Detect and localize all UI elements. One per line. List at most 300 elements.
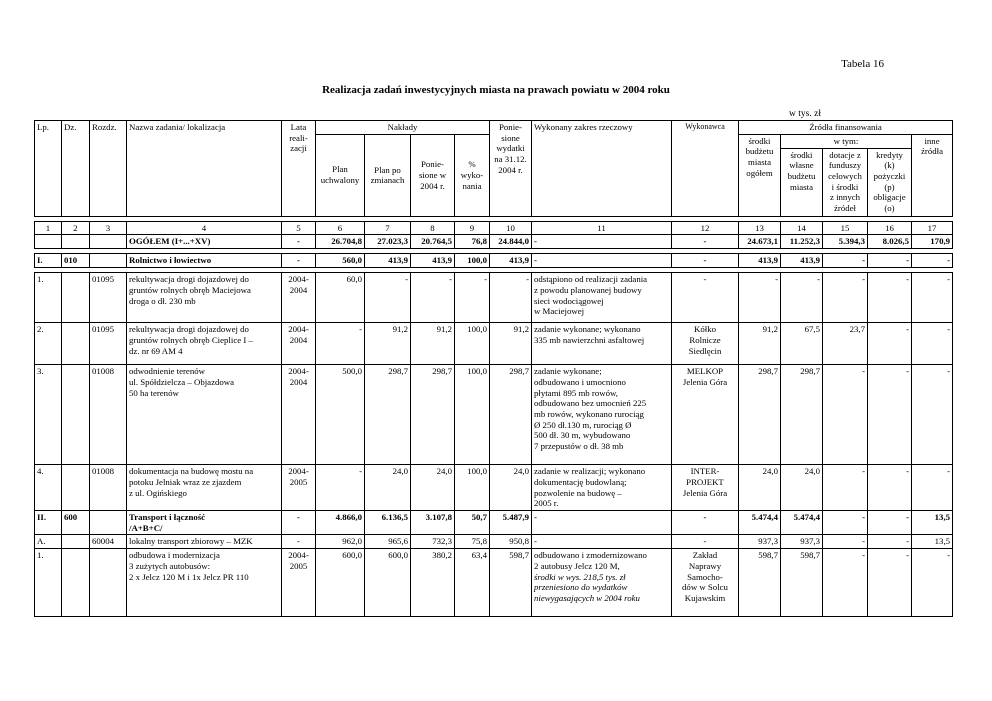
cell-dz: [62, 235, 90, 249]
cell-pct: [455, 365, 490, 465]
cell-plan_u: [316, 535, 365, 549]
cell-s17: [912, 323, 953, 365]
cell-dz: [62, 511, 90, 535]
cell-text: 2004- 2005: [288, 466, 309, 487]
cell-text: 3.107,8: [425, 512, 452, 523]
cell-text: lokalny transport zbiorowy – MZK: [129, 536, 253, 547]
cell-text: -: [947, 255, 951, 266]
cell-wyd: [490, 511, 532, 535]
cell-wyd: [490, 465, 532, 511]
header-plan-po-zmianach: Plan po zmianach: [365, 134, 411, 216]
cell-text: 91,2: [762, 324, 778, 335]
cell-text: 20.764,5: [421, 236, 452, 247]
cell-text: 413,9: [388, 255, 408, 266]
cell-text: -: [947, 274, 951, 285]
cell-text: 01095: [92, 324, 114, 335]
cell-pon: [411, 549, 455, 617]
cell-s13: [739, 465, 781, 511]
cell-text: -: [947, 466, 951, 477]
cell-zakres: [532, 535, 672, 549]
cell-pct: [455, 549, 490, 617]
cell-text: 500,0: [342, 366, 362, 377]
cell-text: zadanie wykonane; wykonano 335 mb nawierzchni asfaltowej: [534, 324, 645, 345]
cell-s13: [739, 511, 781, 535]
cell-pon: [411, 235, 455, 249]
column-number: 17: [912, 221, 953, 235]
cell-text: 298,7: [509, 366, 529, 377]
cell-s17: [912, 273, 953, 323]
cell-text: 4.: [37, 466, 44, 477]
cell-lp: [35, 549, 62, 617]
cell-text: -: [947, 324, 951, 335]
header-nazwa: Nazwa zadania/ lokalizacja: [127, 121, 282, 217]
cell-text: 100,0: [467, 366, 487, 377]
cell-text: 170,9: [930, 236, 951, 247]
column-number: 8: [411, 221, 455, 235]
cell-s16: [868, 323, 912, 365]
cell-rozdz: [90, 235, 127, 249]
cell-lp: [35, 323, 62, 365]
cell-wyd: [490, 254, 532, 268]
cell-s13: [739, 549, 781, 617]
column-number: 10: [490, 221, 532, 235]
cell-text: rekultywacja drogi dojazdowej do gruntów rolnych obręb Maciejowa droga o dł. 230 mb: [129, 274, 251, 306]
cell-plan_u: [316, 254, 365, 268]
cell-text: -: [775, 274, 778, 285]
table-row: [35, 535, 953, 549]
header-srodki-wlasne: środki własne budżetu miasta: [781, 148, 823, 216]
cell-text: 50,7: [471, 512, 487, 523]
cell-wyk: [672, 235, 739, 249]
table-row: [35, 273, 953, 323]
cell-s17: [912, 254, 953, 268]
cell-rozdz: [90, 365, 127, 465]
header-poniesione-2004: Ponie- sione w 2004 r.: [411, 134, 455, 216]
cell-lata: [282, 549, 316, 617]
cell-text: 24.673,1: [747, 236, 778, 247]
cell-text: 24,0: [762, 466, 778, 477]
cell-text: 01008: [92, 466, 114, 477]
cell-pon: [411, 273, 455, 323]
cell-nazwa: [127, 465, 282, 511]
cell-wyd: [490, 535, 532, 549]
table-row: [35, 365, 953, 465]
cell-s14: [781, 254, 823, 268]
cell-text: -: [359, 324, 362, 335]
cell-text: -: [906, 274, 909, 285]
cell-text: 91,2: [392, 324, 408, 335]
header-lata: Lata reali- zacji: [282, 121, 316, 217]
cell-s16: [868, 365, 912, 465]
cell-text: 2004- 2004: [288, 324, 309, 345]
header-plan-uchwalony: Plan uchwalony: [316, 134, 365, 216]
cell-text: 3.: [37, 366, 44, 377]
column-number: 12: [672, 221, 739, 235]
header-w-tym: w tym:: [781, 134, 912, 148]
header-inne: inne źródła: [912, 134, 953, 216]
header-wykonawca: Wykonawca: [672, 121, 739, 217]
cell-nazwa: [127, 323, 282, 365]
cell-text: 63,4: [471, 550, 487, 561]
cell-text: 24.844,0: [498, 236, 529, 247]
header-rozdz: Rozdz.: [90, 121, 127, 217]
cell-text: -: [405, 274, 408, 285]
cell-text: -: [297, 512, 300, 523]
cell-zakres: [532, 323, 672, 365]
column-number: 5: [282, 221, 316, 235]
cell-text: 598,7: [509, 550, 529, 561]
header-zrodla: Źródła finansowania: [739, 121, 953, 135]
cell-pon: [411, 511, 455, 535]
column-number: 7: [365, 221, 411, 235]
cell-plan_z: [365, 465, 411, 511]
cell-text: -: [817, 274, 820, 285]
cell-text: 2.: [37, 324, 44, 335]
column-number: 3: [90, 221, 127, 235]
cell-lp: [35, 365, 62, 465]
column-number: 14: [781, 221, 823, 235]
column-number: 16: [868, 221, 912, 235]
cell-lata: [282, 235, 316, 249]
cell-text: -: [526, 274, 529, 285]
cell-s13: [739, 365, 781, 465]
cell-text: odbudowa i modernizacja 3 zużytych autobusów: 2 x Jelcz 120 M i 1x Jelcz PR 110: [129, 550, 249, 582]
cell-text: 598,7: [800, 550, 820, 561]
table-row: [35, 254, 953, 268]
cell-text: 75,8: [471, 536, 487, 547]
cell-pct: [455, 323, 490, 365]
cell-text: 91,2: [513, 324, 529, 335]
cell-text: 100,0: [467, 255, 487, 266]
cell-text: 413,9: [800, 255, 820, 266]
cell-s15: [823, 549, 868, 617]
cell-text: 413,9: [758, 255, 778, 266]
cell-text: 24,0: [804, 466, 820, 477]
cell-text: I.: [37, 255, 43, 266]
cell-zakres: [532, 273, 672, 323]
unit-label: w tys. zł: [789, 109, 821, 119]
cell-rozdz: [90, 273, 127, 323]
cell-text: 1.: [37, 550, 44, 561]
column-number: 4: [127, 221, 282, 235]
cell-plan_z: [365, 323, 411, 365]
cell-lata: [282, 511, 316, 535]
cell-text: 413,9: [432, 255, 452, 266]
cell-rozdz: [90, 465, 127, 511]
table-row: [35, 235, 953, 249]
cell-text: odstąpiono od realizacji zadania z powodu planowanej budowy sieci wodociągowej w Maciejowej: [534, 274, 648, 317]
cell-lp: [35, 511, 62, 535]
cell-lp: [35, 235, 62, 249]
header-naklady: Nakłady: [316, 121, 490, 135]
cell-pon: [411, 254, 455, 268]
cell-s13: [739, 273, 781, 323]
cell-text: OGÓŁEM (I+...+XV): [129, 236, 211, 247]
cell-text: 26.704,8: [331, 236, 362, 247]
cell-dz: [62, 323, 90, 365]
header-pct-wykonania: % wyko- nania: [455, 134, 490, 216]
cell-rozdz: [90, 323, 127, 365]
cell-text: 11.252,3: [789, 236, 820, 247]
cell-s13: [739, 235, 781, 249]
investment-table: [34, 120, 953, 617]
cell-s14: [781, 535, 823, 549]
cell-text: -: [906, 536, 909, 547]
cell-text: -: [703, 512, 707, 523]
cell-text: -: [534, 512, 537, 523]
cell-text: INTER- PROJEKT Jelenia Góra: [682, 466, 728, 498]
cell-rozdz: [90, 511, 127, 535]
cell-text: 937,3: [758, 536, 778, 547]
cell-text: 100,0: [467, 466, 487, 477]
cell-text: 732,3: [432, 536, 452, 547]
cell-wyk: [672, 465, 739, 511]
cell-s15: [823, 465, 868, 511]
cell-text: -: [534, 236, 537, 247]
cell-text: 5.474,4: [751, 512, 778, 523]
cell-text: dokumentacja na budowę mostu na potoku Jelniak wraz ze zjazdem z ul. Ogińskiego: [129, 466, 254, 498]
cell-nazwa: [127, 535, 282, 549]
cell-text: 600,0: [342, 550, 362, 561]
cell-text: 01095: [92, 274, 114, 285]
cell-lp: [35, 535, 62, 549]
cell-text: 2004- 2004: [288, 366, 309, 387]
cell-zakres: [532, 254, 672, 268]
cell-text: 60,0: [346, 274, 362, 285]
cell-lp: [35, 254, 62, 268]
cell-wyk: [672, 273, 739, 323]
column-number: 6: [316, 221, 365, 235]
cell-s14: [781, 511, 823, 535]
header-lp: Lp.: [35, 121, 62, 217]
cell-text: -: [703, 536, 707, 547]
cell-plan_u: [316, 511, 365, 535]
cell-pct: [455, 235, 490, 249]
column-number: 13: [739, 221, 781, 235]
cell-text: 76,8: [471, 236, 487, 247]
cell-text: 13,5: [934, 536, 951, 547]
cell-text: 24,0: [392, 466, 408, 477]
cell-text: -: [862, 512, 865, 523]
cell-s15: [823, 511, 868, 535]
cell-text: 67,5: [804, 324, 820, 335]
cell-plan_u: [316, 465, 365, 511]
cell-text: 4.866,0: [335, 512, 362, 523]
cell-plan_u: [316, 549, 365, 617]
cell-zakres: [532, 235, 672, 249]
cell-text: -: [449, 274, 452, 285]
cell-pct: [455, 465, 490, 511]
cell-text: odbudowano i zmodernizowano 2 autobusy Jelcz 120 M,: [534, 550, 647, 571]
column-number: 2: [62, 221, 90, 235]
header-poniesione-wydatki: Ponie- sione wydatki na 31.12. 2004 r.: [490, 121, 532, 217]
cell-wyd: [490, 365, 532, 465]
cell-text: 01008: [92, 366, 114, 377]
cell-nazwa: [127, 273, 282, 323]
cell-lata: [282, 273, 316, 323]
cell-text: 100,0: [467, 324, 487, 335]
cell-plan_z: [365, 535, 411, 549]
cell-lata: [282, 323, 316, 365]
cell-nazwa: [127, 511, 282, 535]
cell-rozdz: [90, 535, 127, 549]
cell-s16: [868, 535, 912, 549]
cell-dz: [62, 365, 90, 465]
cell-wyk: [672, 549, 739, 617]
cell-lp: [35, 273, 62, 323]
cell-text: -: [906, 550, 909, 561]
cell-s15: [823, 254, 868, 268]
cell-plan_z: [365, 365, 411, 465]
table-row: [35, 465, 953, 511]
cell-s16: [868, 511, 912, 535]
cell-text: zadanie w realizacji; wykonano dokumentację budowlaną; pozwolenie na budowę – 2005 r.: [534, 466, 646, 509]
cell-text: II.: [37, 512, 47, 523]
cell-rozdz: [90, 549, 127, 617]
cell-text: -: [484, 274, 487, 285]
cell-text: -: [947, 550, 951, 561]
cell-plan_z: [365, 511, 411, 535]
cell-wyk: [672, 365, 739, 465]
cell-plan_u: [316, 273, 365, 323]
header-kredyty: kredyty (k) pożyczki (p) obligacje (o): [868, 148, 912, 216]
cell-text: 24,0: [436, 466, 452, 477]
cell-pon: [411, 323, 455, 365]
cell-s16: [868, 549, 912, 617]
cell-pon: [411, 465, 455, 511]
cell-lata: [282, 254, 316, 268]
cell-text: -: [703, 255, 707, 266]
cell-s13: [739, 535, 781, 549]
cell-pct: [455, 273, 490, 323]
cell-wyd: [490, 273, 532, 323]
cell-s15: [823, 323, 868, 365]
cell-text: 1.: [37, 274, 44, 285]
cell-text: -: [906, 324, 909, 335]
cell-text: 560,0: [342, 255, 362, 266]
cell-pct: [455, 254, 490, 268]
cell-text: -: [862, 536, 865, 547]
cell-dz: [62, 273, 90, 323]
cell-lp: [35, 465, 62, 511]
cell-s15: [823, 535, 868, 549]
cell-text: -: [297, 255, 300, 266]
cell-text: 13,5: [934, 512, 951, 523]
cell-text: A.: [37, 536, 46, 547]
cell-s13: [739, 323, 781, 365]
cell-zakres: [532, 365, 672, 465]
cell-text: 24,0: [513, 466, 529, 477]
cell-text: 600: [64, 512, 78, 523]
cell-wyd: [490, 549, 532, 617]
cell-s15: [823, 365, 868, 465]
cell-text: -: [534, 255, 537, 266]
cell-zakres: [532, 465, 672, 511]
cell-pct: [455, 535, 490, 549]
cell-dz: [62, 254, 90, 268]
cell-zakres: [532, 511, 672, 535]
cell-text: 298,7: [800, 366, 820, 377]
cell-text: Kółko Rolnicze Siedlęcin: [688, 324, 722, 356]
cell-text: 27.023,3: [377, 236, 408, 247]
cell-text: 5.474,4: [793, 512, 820, 523]
cell-text: -: [534, 536, 537, 547]
column-number: 1: [35, 221, 62, 235]
cell-wyd: [490, 323, 532, 365]
cell-s13: [739, 254, 781, 268]
cell-s17: [912, 235, 953, 249]
cell-plan_u: [316, 323, 365, 365]
cell-s17: [912, 465, 953, 511]
cell-text: odwodnienie terenów ul. Spółdzielcza – Objazdowa 50 ha terenów: [129, 366, 235, 398]
cell-text: 5.394,3: [838, 236, 865, 247]
cell-text: zadanie wykonane; odbudowano i umocniono płytami 895 mb rowów, odbudowano bez umocnień 225 mb rowów, wykonano rurociąg Ø 250 dł.130 m, rurociąg Ø 500 dł. 30 m, wybudowano 7 przepustów o dł. 38 mb: [534, 366, 647, 452]
cell-text: Transport i łączność /A+B+C/: [129, 512, 206, 533]
cell-nazwa: [127, 365, 282, 465]
cell-plan_u: [316, 365, 365, 465]
cell-text: 298,7: [388, 366, 408, 377]
cell-wyk: [672, 254, 739, 268]
cell-text: rekultywacja drogi dojazdowej do gruntów rolnych obręb Cieplice I – dz. nr 69 AM 4: [129, 324, 253, 356]
cell-nazwa: [127, 235, 282, 249]
cell-plan_z: [365, 273, 411, 323]
cell-text: 5.487,9: [502, 512, 529, 523]
cell-plan_z: [365, 549, 411, 617]
cell-text: MELKOP Jelenia Góra: [682, 366, 728, 387]
cell-text: 6.136,5: [381, 512, 408, 523]
cell-s14: [781, 365, 823, 465]
cell-zakres: [532, 549, 672, 617]
cell-text: 598,7: [758, 550, 778, 561]
cell-text: -: [359, 466, 362, 477]
cell-text: -: [862, 366, 865, 377]
cell-dz: [62, 535, 90, 549]
cell-text: 60004: [92, 536, 114, 547]
cell-text: -: [862, 255, 865, 266]
cell-text: 91,2: [436, 324, 452, 335]
header-row-1: [35, 121, 953, 135]
cell-text: 298,7: [432, 366, 452, 377]
cell-wyd: [490, 235, 532, 249]
cell-text: -: [862, 274, 865, 285]
cell-text: -: [906, 512, 909, 523]
cell-text: 965,6: [388, 536, 408, 547]
cell-s17: [912, 511, 953, 535]
cell-plan_z: [365, 235, 411, 249]
cell-s16: [868, 273, 912, 323]
cell-nazwa: [127, 549, 282, 617]
cell-s16: [868, 465, 912, 511]
cell-s14: [781, 465, 823, 511]
cell-text: -: [703, 236, 707, 247]
cell-wyk: [672, 535, 739, 549]
cell-s17: [912, 549, 953, 617]
cell-plan_u: [316, 235, 365, 249]
cell-text: 010: [64, 255, 78, 266]
header-zakres: Wykonany zakres rzeczowy: [532, 121, 672, 217]
cell-pon: [411, 365, 455, 465]
cell-text: 413,9: [509, 255, 529, 266]
cell-text: -: [906, 466, 909, 477]
cell-s17: [912, 535, 953, 549]
cell-pct: [455, 511, 490, 535]
cell-pon: [411, 535, 455, 549]
cell-s16: [868, 254, 912, 268]
cell-text: 298,7: [758, 366, 778, 377]
cell-note: środki w wys. 218,5 tys. zł przeniesiono do wydatków niewygasających w 2004 roku: [534, 571, 640, 604]
cell-text: -: [297, 536, 300, 547]
cell-s14: [781, 323, 823, 365]
